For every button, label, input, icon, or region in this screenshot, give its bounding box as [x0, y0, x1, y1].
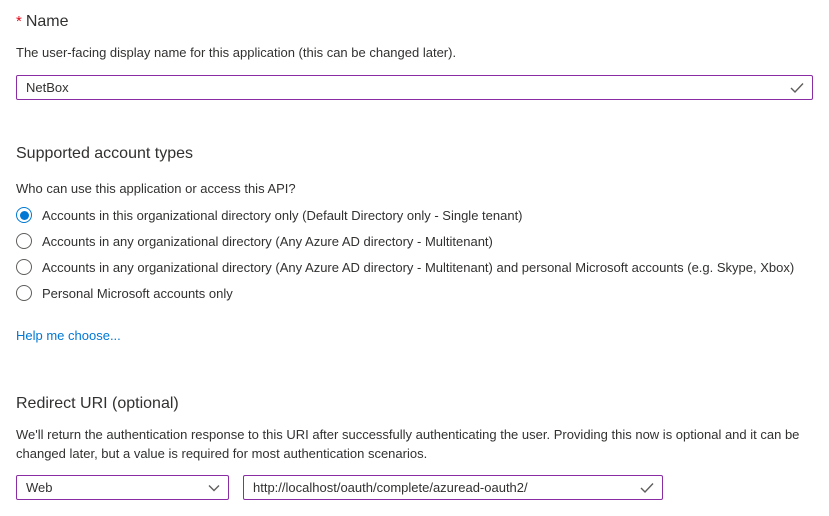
redirect-uri-title: Redirect URI (optional) — [16, 395, 179, 412]
radio-personal-only[interactable] — [16, 285, 32, 301]
name-input-box — [16, 75, 813, 100]
name-section-title — [16, 11, 813, 33]
redirect-uri-row — [16, 475, 813, 500]
radio-label: Accounts in any organizational directory (Any Azure AD directory - Multitenant) — [42, 233, 493, 249]
account-type-radio-group — [16, 202, 813, 306]
redirect-uri-description: We'll return the authentication response to this URI after successfully authenticating the user. Providing this now is optional and it can be changed later, but a value is required for most authentication scenarios. — [16, 427, 800, 461]
platform-select[interactable] — [16, 475, 229, 500]
radio-option-personal-only[interactable] — [16, 280, 813, 306]
radio-single-tenant[interactable] — [16, 207, 32, 223]
radio-label: Accounts in this organizational directory only (Default Directory only - Single tenant) — [42, 207, 523, 223]
name-section-title-text: Name — [25, 13, 69, 30]
account-types-question: Who can use this application or access this API? — [16, 181, 296, 196]
radio-option-multitenant[interactable] — [16, 228, 813, 254]
chevron-down-icon — [208, 484, 220, 492]
required-asterisk: * — [16, 13, 22, 30]
radio-option-multitenant-personal[interactable] — [16, 254, 813, 280]
radio-option-single-tenant[interactable] — [16, 202, 813, 228]
redirect-uri-input[interactable] — [244, 476, 662, 499]
radio-label: Accounts in any organizational directory (Any Azure AD directory - Multitenant) and personal Microsoft accounts (e.g. Skype, Xbox) — [42, 259, 795, 275]
name-input[interactable] — [17, 76, 812, 99]
radio-label: Personal Microsoft accounts only — [42, 285, 233, 301]
redirect-uri-input-box — [243, 475, 663, 500]
radio-multitenant-personal[interactable] — [16, 259, 32, 275]
help-me-choose-link[interactable]: Help me choose... — [16, 328, 121, 343]
account-types-title: Supported account types — [16, 145, 194, 162]
radio-multitenant[interactable] — [16, 233, 32, 249]
platform-select-value: Web — [26, 480, 53, 495]
name-description: The user-facing display name for this application (this can be changed later). — [16, 45, 457, 60]
